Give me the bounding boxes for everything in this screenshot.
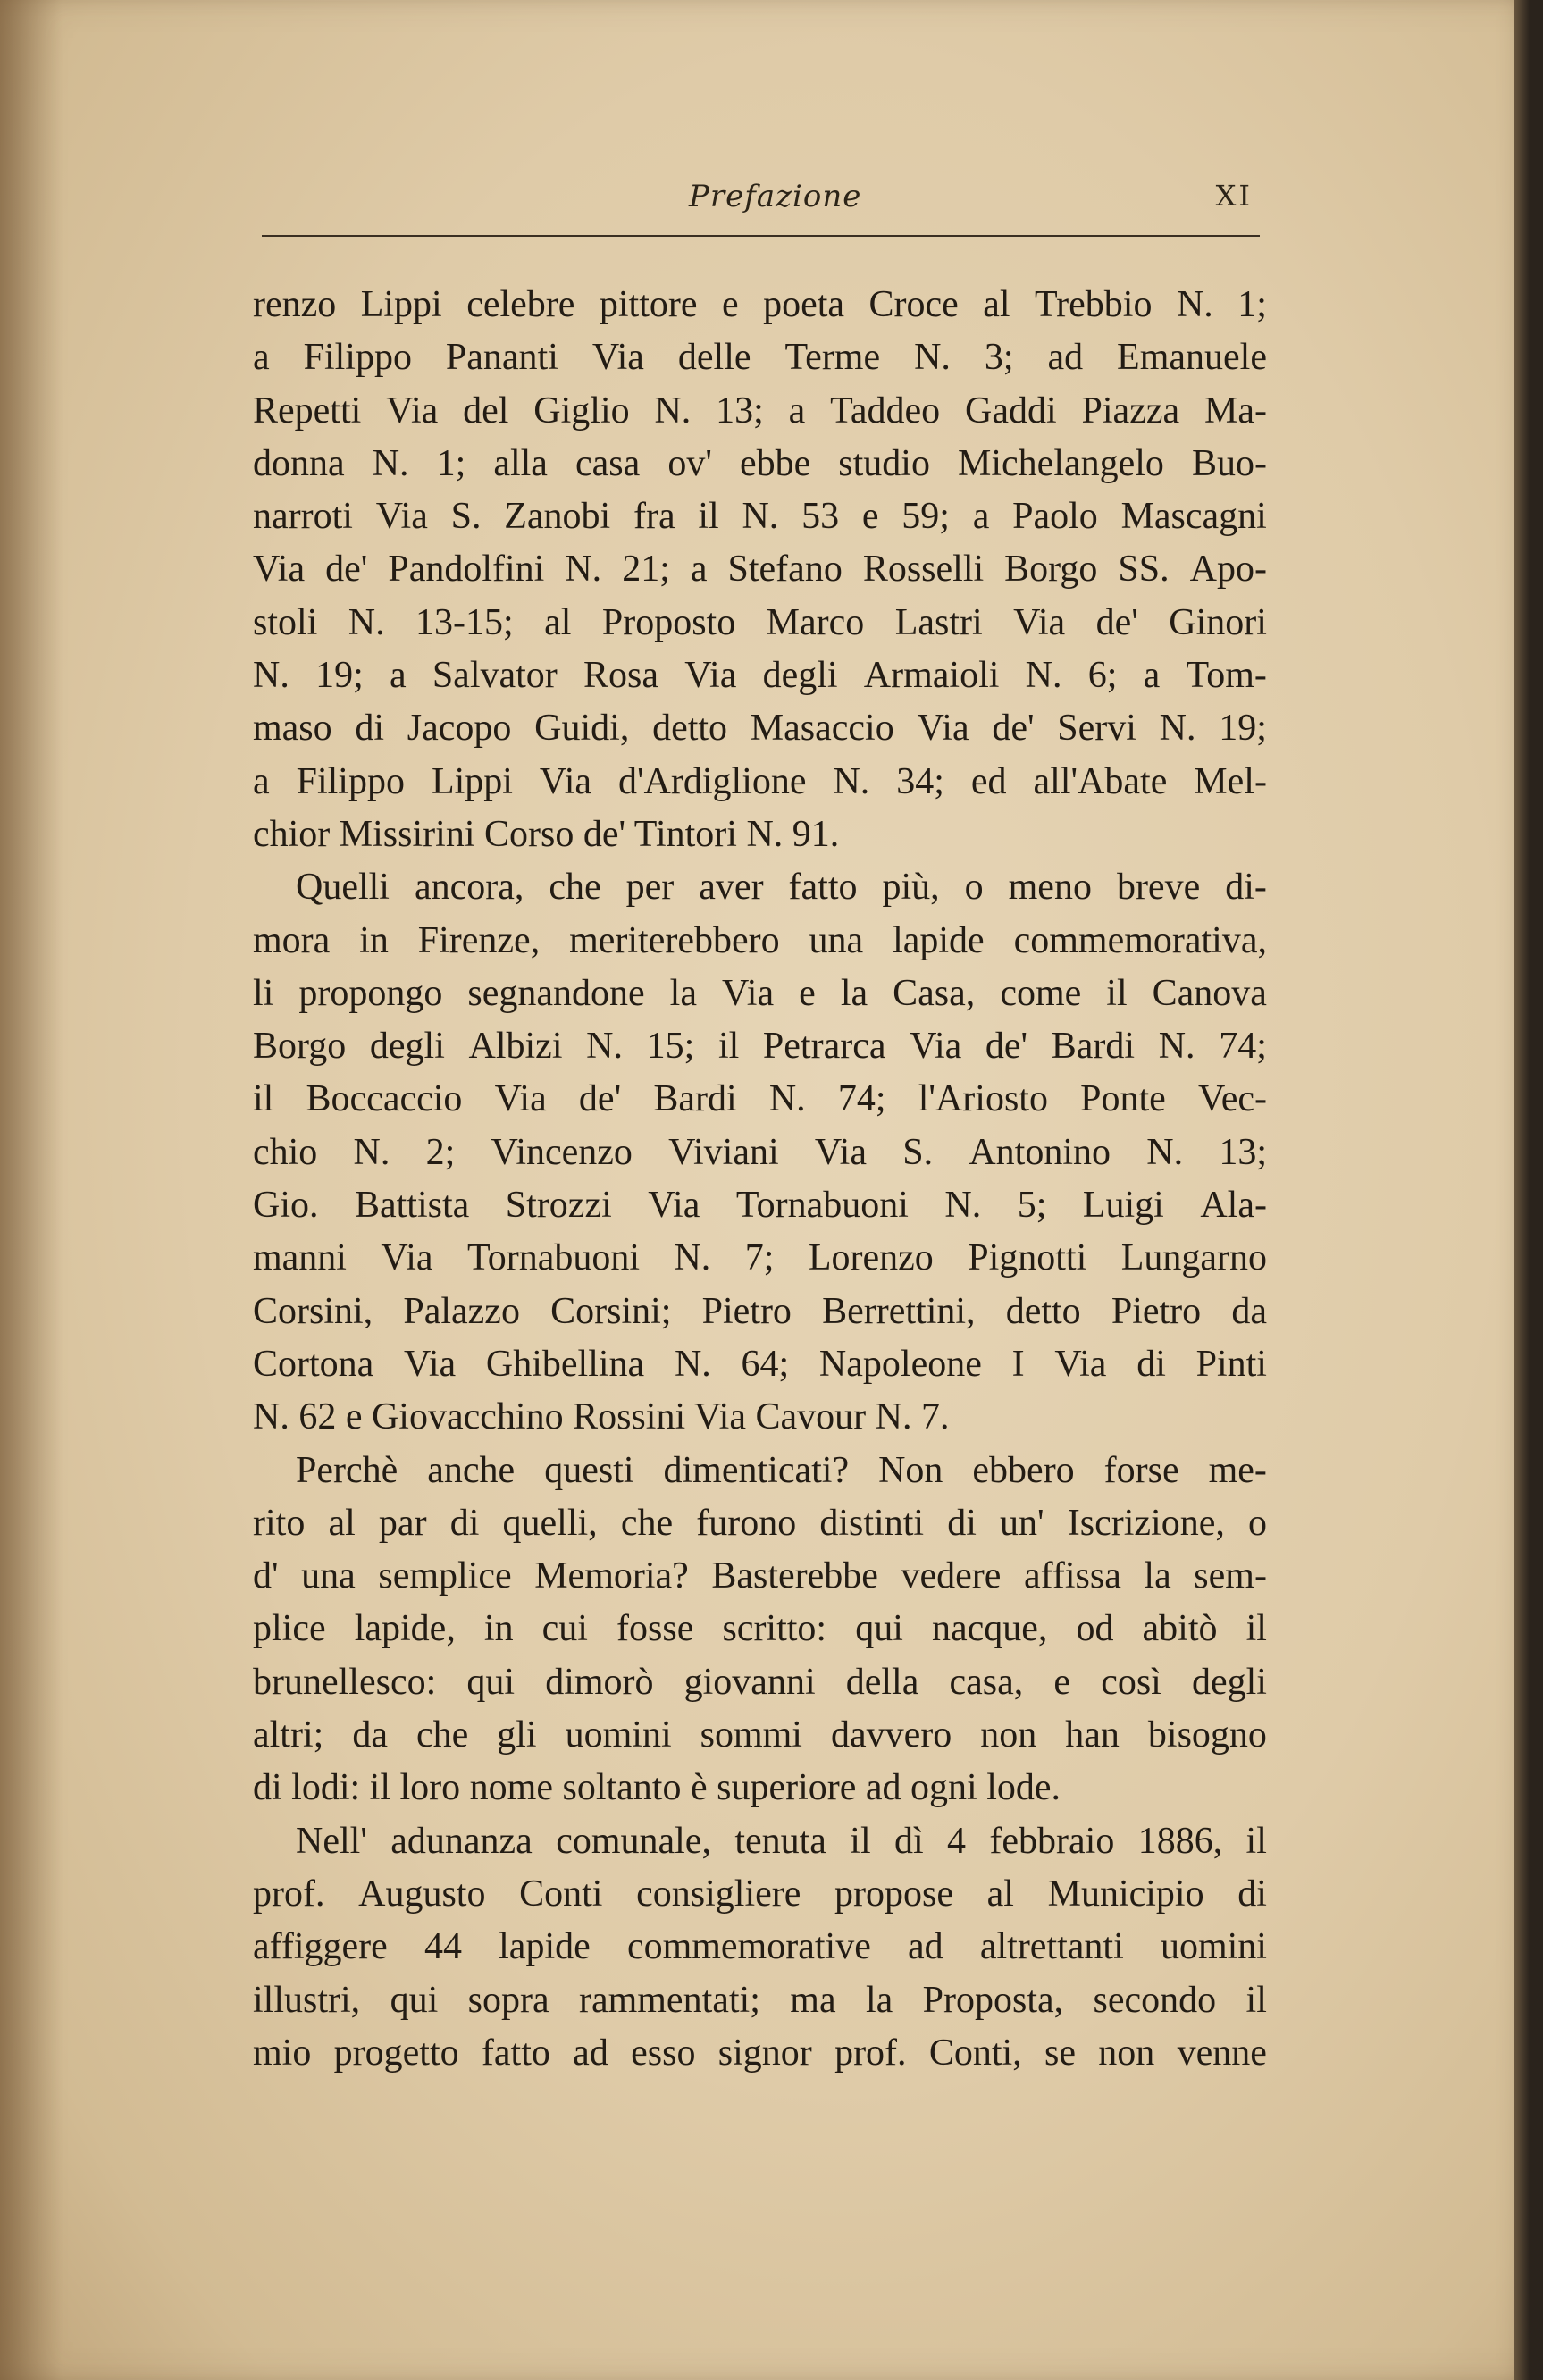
- text-line: Via de' Pandolfini N. 21; a Stefano Rosselli Borgo SS. Apo-: [253, 549, 1267, 591]
- page-gutter-shadow: [0, 0, 63, 2380]
- page-number: XI: [1215, 179, 1253, 213]
- text-line: plice lapide, in cui fosse scritto: qui nacque, od abitò il: [253, 1608, 1267, 1650]
- text-line: chio N. 2; Vincenzo Viviani Via S. Antonino N. 13;: [253, 1131, 1267, 1173]
- running-title: Prefazione: [689, 179, 862, 214]
- text-line: rito al par di quelli, che furono distinti di un' Iscrizione, o: [253, 1502, 1267, 1544]
- text-line: prof. Augusto Conti consigliere propose al Municipio di: [253, 1873, 1267, 1915]
- running-header: [262, 179, 1260, 232]
- text-line: di lodi: il loro nome soltanto è superiore ad ogni lode.: [253, 1767, 1061, 1809]
- text-line: d' una semplice Memoria? Basterebbe vedere affissa la sem-: [253, 1555, 1267, 1597]
- body-text: [253, 279, 1267, 2080]
- text-line: Nell' adunanza comunale, tenuta il dì 4 febbraio 1886, il: [296, 1820, 1267, 1862]
- text-line: il Boccaccio Via de' Bardi N. 74; l'Ariosto Ponte Vec-: [253, 1078, 1267, 1120]
- text-line: brunellesco: qui dimorò giovanni della casa, e così degli: [253, 1661, 1267, 1703]
- text-line: Quelli ancora, che per aver fatto più, o meno breve di-: [296, 867, 1267, 909]
- text-line: mio progetto fatto ad esso signor prof. Conti, se non venne: [253, 2032, 1267, 2074]
- text-line: altri; da che gli uomini sommi davvero non han bisogno: [253, 1714, 1267, 1756]
- text-line: Corsini, Palazzo Corsini; Pietro Berrettini, detto Pietro da: [253, 1290, 1267, 1332]
- text-line: illustri, qui sopra rammentati; ma la Proposta, secondo il: [253, 1979, 1267, 2021]
- text-line: N. 62 e Giovacchino Rossini Via Cavour N. 7.: [253, 1396, 950, 1438]
- text-line: N. 19; a Salvator Rosa Via degli Armaioli N. 6; a Tom-: [253, 655, 1267, 697]
- text-line: li propongo segnandone la Via e la Casa, come il Canova: [253, 972, 1267, 1014]
- text-line: chior Missirini Corso de' Tintori N. 91.: [253, 813, 840, 855]
- text-line: manni Via Tornabuoni N. 7; Lorenzo Pignotti Lungarno: [253, 1237, 1267, 1279]
- text-line: Gio. Battista Strozzi Via Tornabuoni N. 5; Luigi Ala-: [253, 1185, 1267, 1227]
- text-line: Cortona Via Ghibellina N. 64; Napoleone I Via di Pinti: [253, 1343, 1267, 1385]
- text-line: stoli N. 13-15; al Proposto Marco Lastri Via de' Ginori: [253, 601, 1267, 643]
- text-line: donna N. 1; alla casa ov' ebbe studio Michelangelo Buo-: [253, 442, 1267, 484]
- text-line: Borgo degli Albizi N. 15; il Petrarca Via de' Bardi N. 74;: [253, 1026, 1267, 1068]
- header-rule: [262, 235, 1260, 237]
- text-line: mora in Firenze, meriterebbero una lapide commemorativa,: [253, 919, 1267, 961]
- text-line: narroti Via S. Zanobi fra il N. 53 e 59; a Paolo Mascagni: [253, 496, 1267, 538]
- page-edge: [1514, 0, 1530, 2380]
- text-line: a Filippo Pananti Via delle Terme N. 3; ad Emanuele: [253, 337, 1267, 379]
- text-line: renzo Lippi celebre pittore e poeta Croce al Trebbio N. 1;: [253, 284, 1267, 325]
- text-line: Repetti Via del Giglio N. 13; a Taddeo Gaddi Piazza Ma-: [253, 390, 1267, 432]
- text-line: Perchè anche questi dimenticati? Non ebbero forse me-: [296, 1449, 1267, 1491]
- text-line: a Filippo Lippi Via d'Ardiglione N. 34; ed all'Abate Mel-: [253, 760, 1267, 802]
- text-line: affiggere 44 lapide commemorative ad altrettanti uomini: [253, 1926, 1267, 1968]
- text-line: maso di Jacopo Guidi, detto Masaccio Via de' Servi N. 19;: [253, 708, 1267, 750]
